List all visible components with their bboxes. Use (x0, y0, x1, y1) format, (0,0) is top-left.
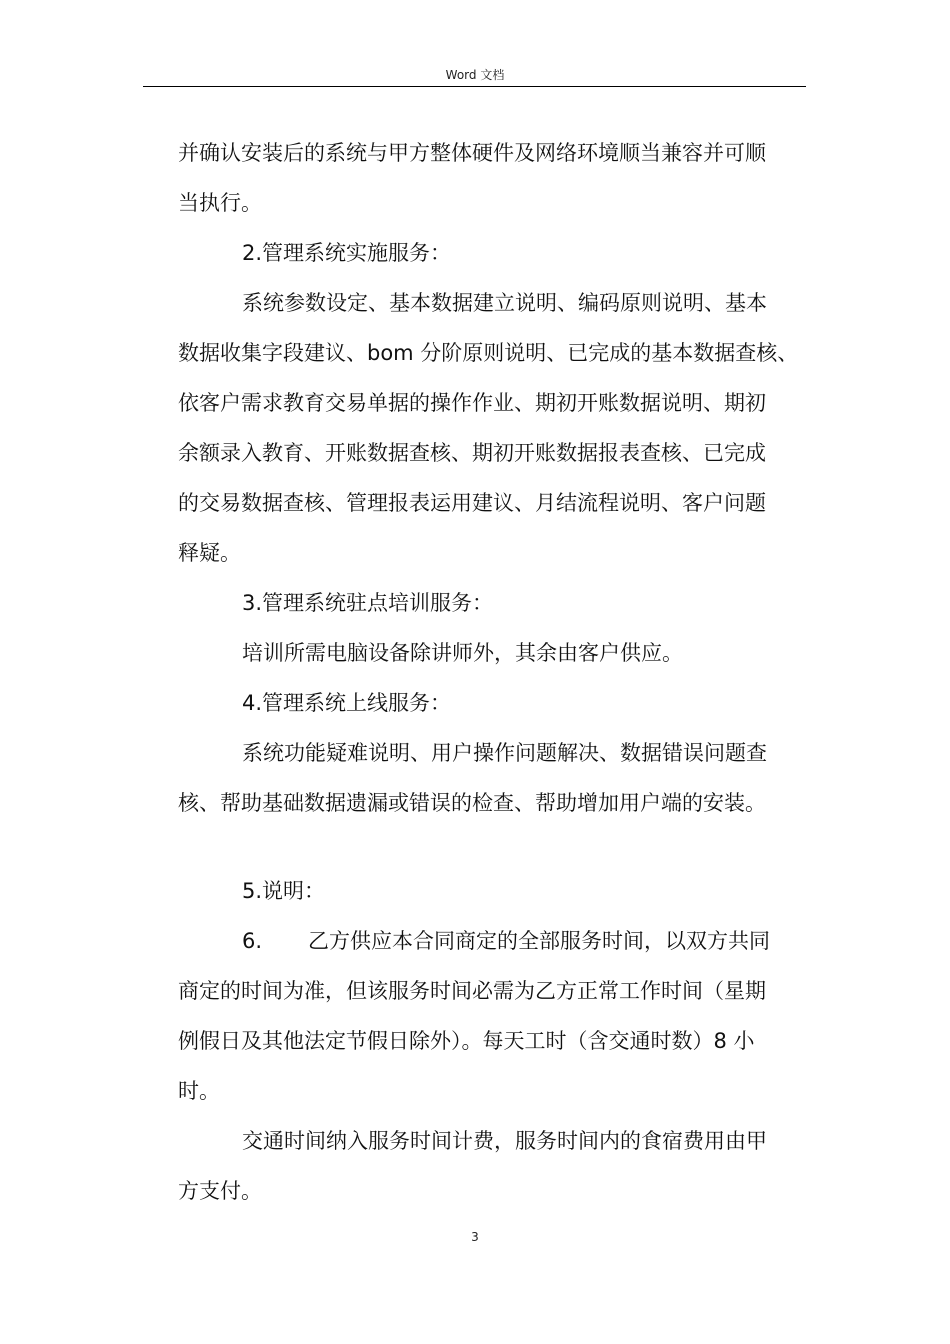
document-body (178, 128, 818, 1216)
paragraph-text: 乙方供应本合同商定的全部服务时间，以双方共同 (308, 929, 770, 953)
paragraph-line: 系统功能疑难说明、用户操作问题解决、数据错误问题查 (242, 741, 767, 765)
header-divider (143, 86, 806, 87)
paragraph-line: 释疑。 (178, 541, 241, 565)
paragraph-line: 时。 (178, 1079, 220, 1103)
numbered-paragraph (178, 916, 818, 966)
blank-line (178, 828, 818, 866)
paragraph-line: 并确认安装后的系统与甲方整体硬件及网络环境顺当兼容并可顺 (178, 141, 766, 165)
paragraph-line: 依客户需求教育交易单据的操作作业、期初开账数据说明、期初 (178, 391, 766, 415)
paragraph-line: 交通时间纳入服务时间计费，服务时间内的食宿费用由甲 (242, 1129, 767, 1153)
paragraph-line: 的交易数据查核、管理报表运用建议、月结流程说明、客户问题 (178, 491, 766, 515)
section-heading-5: 5.说明： (242, 879, 326, 903)
paragraph-line: 例假日及其他法定节假日除外）。每天工时（含交通时数）8 小 (178, 1029, 755, 1053)
list-number: 6. (242, 929, 263, 953)
paragraph-line: 数据收集字段建议、bom 分阶原则说明、已完成的基本数据查核、 (178, 341, 799, 365)
page-header: Word 文档 (445, 68, 505, 82)
section-heading-2: 2.管理系统实施服务： (242, 241, 452, 265)
paragraph-line: 余额录入教育、开账数据查核、期初开账数据报表查核、已完成 (178, 441, 766, 465)
paragraph-line: 商定的时间为准，但该服务时间必需为乙方正常工作时间（星期 (178, 979, 766, 1003)
section-heading-3: 3.管理系统驻点培训服务： (242, 591, 494, 615)
paragraph-line: 系统参数设定、基本数据建立说明、编码原则说明、基本 (242, 291, 767, 315)
paragraph-line: 当执行。 (178, 191, 262, 215)
paragraph-line: 培训所需电脑设备除讲师外，其余由客户供应。 (242, 641, 683, 665)
paragraph-line: 方支付。 (178, 1179, 262, 1203)
paragraph-line: 核、帮助基础数据遗漏或错误的检查、帮助增加用户端的安装。 (178, 791, 766, 815)
section-heading-4: 4.管理系统上线服务： (242, 691, 452, 715)
page-number: 3 (471, 1230, 479, 1244)
